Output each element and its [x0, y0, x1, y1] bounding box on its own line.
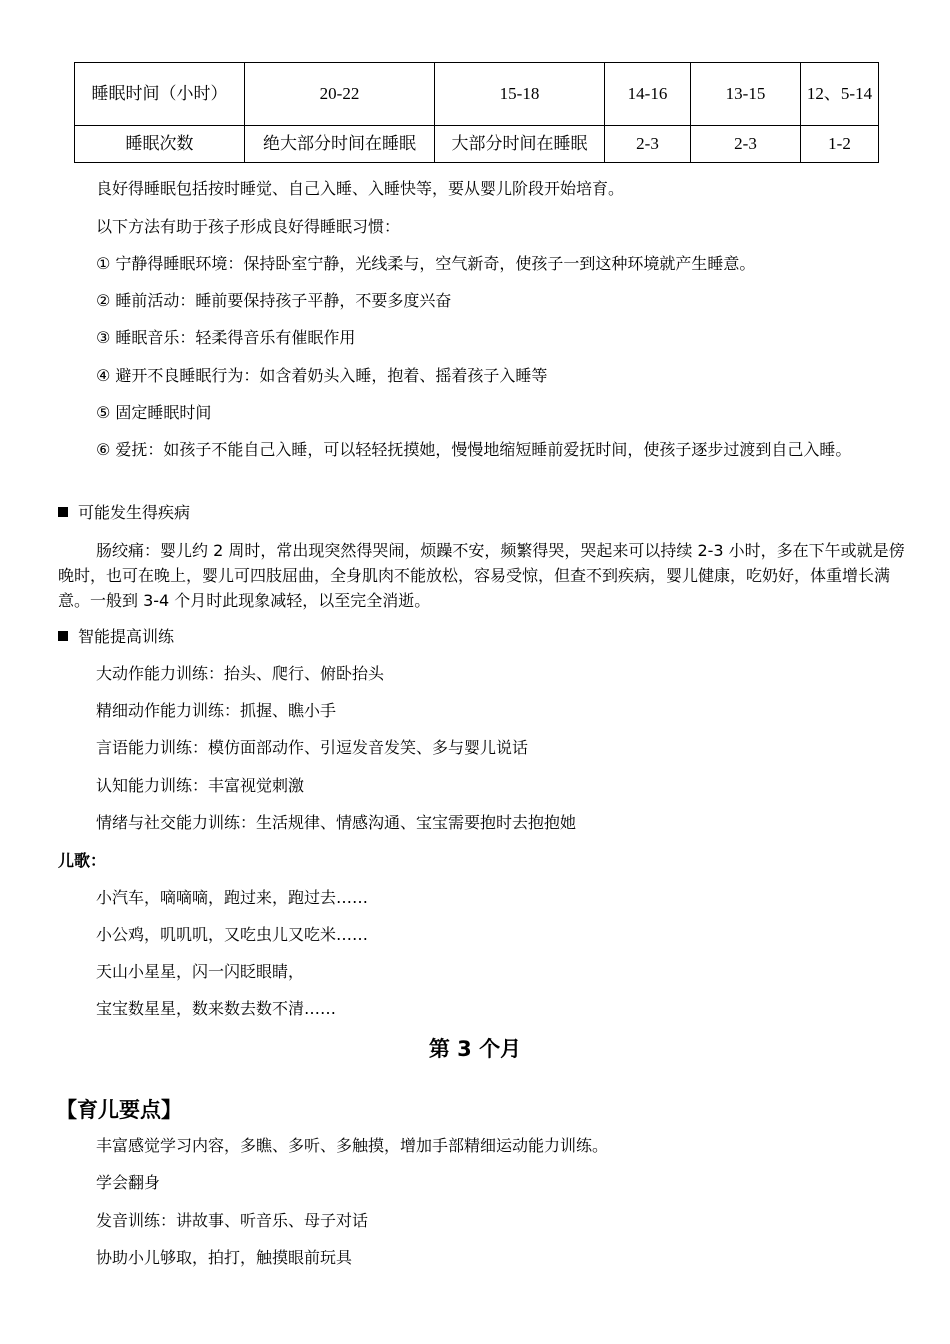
- list-item: ⑥ 爱抚：如孩子不能自己入睡，可以轻轻抚摸她，慢慢地缩短睡前爱抚时间，使孩子逐步过渡到自己入睡。: [96, 440, 852, 459]
- table-cell: 睡眠次数: [75, 126, 245, 163]
- square-bullet-icon: [58, 631, 68, 641]
- list-item: 发音训练：讲故事、听音乐、母子对话: [96, 1211, 369, 1230]
- square-bullet-icon: [58, 507, 68, 517]
- list-item: ② 睡前活动：睡前要保持孩子平静，不要多度兴奋: [96, 291, 452, 310]
- section-heading: [58, 626, 908, 648]
- section-heading-text: 可能发生得疾病: [78, 503, 191, 522]
- table-cell: 15-18: [435, 63, 605, 126]
- song-line: 宝宝数星星，数来数去数不清……: [96, 999, 337, 1018]
- table-cell: 睡眠时间（小时）: [75, 63, 245, 126]
- table-cell: 12、5-14: [801, 63, 879, 126]
- list-item: ③ 睡眠音乐：轻柔得音乐有催眠作用: [96, 328, 356, 347]
- song-line: 天山小星星，闪一闪眨眼睛，: [96, 962, 305, 981]
- section-heading: 儿歌：: [58, 851, 107, 870]
- sleep-table: [74, 62, 879, 163]
- table-cell: 大部分时间在睡眠: [435, 126, 605, 163]
- list-item: 言语能力训练：模仿面部动作、引逗发音发笑、多与婴儿说话: [96, 738, 529, 757]
- section-heading-text: 智能提高训练: [78, 627, 175, 646]
- list-item: 大动作能力训练：抬头、爬行、俯卧抬头: [96, 664, 385, 683]
- list-item: 协助小儿够取，拍打，触摸眼前玩具: [96, 1248, 353, 1267]
- list-item: 精细动作能力训练：抓握、瞧小手: [96, 701, 337, 720]
- song-line: 小公鸡，叽叽叽，又吃虫儿又吃米……: [96, 925, 369, 944]
- list-item: 认知能力训练：丰富视觉刺激: [96, 776, 305, 795]
- list-item: ④ 避开不良睡眠行为：如含着奶头入睡，抱着、摇着孩子入睡等: [96, 366, 548, 385]
- table-row: [75, 63, 879, 126]
- list-item: 丰富感觉学习内容，多瞧、多听、多触摸，增加手部精细运动能力训练。: [96, 1136, 609, 1155]
- list-item: ① 宁静得睡眠环境：保持卧室宁静，光线柔与，空气新奇，使孩子一到这种环境就产生睡意。: [96, 254, 756, 273]
- table-cell: 20-22: [245, 63, 435, 126]
- section-heading: [58, 502, 908, 524]
- month-title: 第 3 个月: [428, 1037, 522, 1061]
- paragraph: 肠绞痛：婴儿约 2 周时，常出现突然得哭闹，烦躁不安，频繁得哭，哭起来可以持续 2-3 小时，多在下午或就是傍晚时，也可在晚上，婴儿可四肢屈曲，全身肌肉不能放松，容易受惊，但查不到疾病，婴儿健康，吃奶好，体重增长满意。一般到 3-4 个月时此现象减轻，以至完全消逝。: [58, 541, 905, 610]
- list-item: ⑤ 固定睡眠时间: [96, 403, 212, 422]
- table-cell: 14-16: [605, 63, 691, 126]
- song-line: 小汽车，嘀嘀嘀，跑过来，跑过去……: [96, 888, 369, 907]
- table-cell: 13-15: [691, 63, 801, 126]
- list-item: 学会翻身: [96, 1173, 161, 1192]
- paragraph: 良好得睡眠包括按时睡觉、自己入睡、入睡快等，要从婴儿阶段开始培育。: [96, 179, 625, 198]
- section-heading: 【育儿要点】: [56, 1098, 182, 1122]
- table-cell: 2-3: [691, 126, 801, 163]
- table-row: [75, 126, 879, 163]
- paragraph: 以下方法有助于孩子形成良好得睡眠习惯：: [96, 217, 401, 236]
- table-cell: 2-3: [605, 126, 691, 163]
- table-cell: 绝大部分时间在睡眠: [245, 126, 435, 163]
- table-cell: 1-2: [801, 126, 879, 163]
- list-item: 情绪与社交能力训练：生活规律、情感沟通、宝宝需要抱时去抱抱她: [96, 813, 577, 832]
